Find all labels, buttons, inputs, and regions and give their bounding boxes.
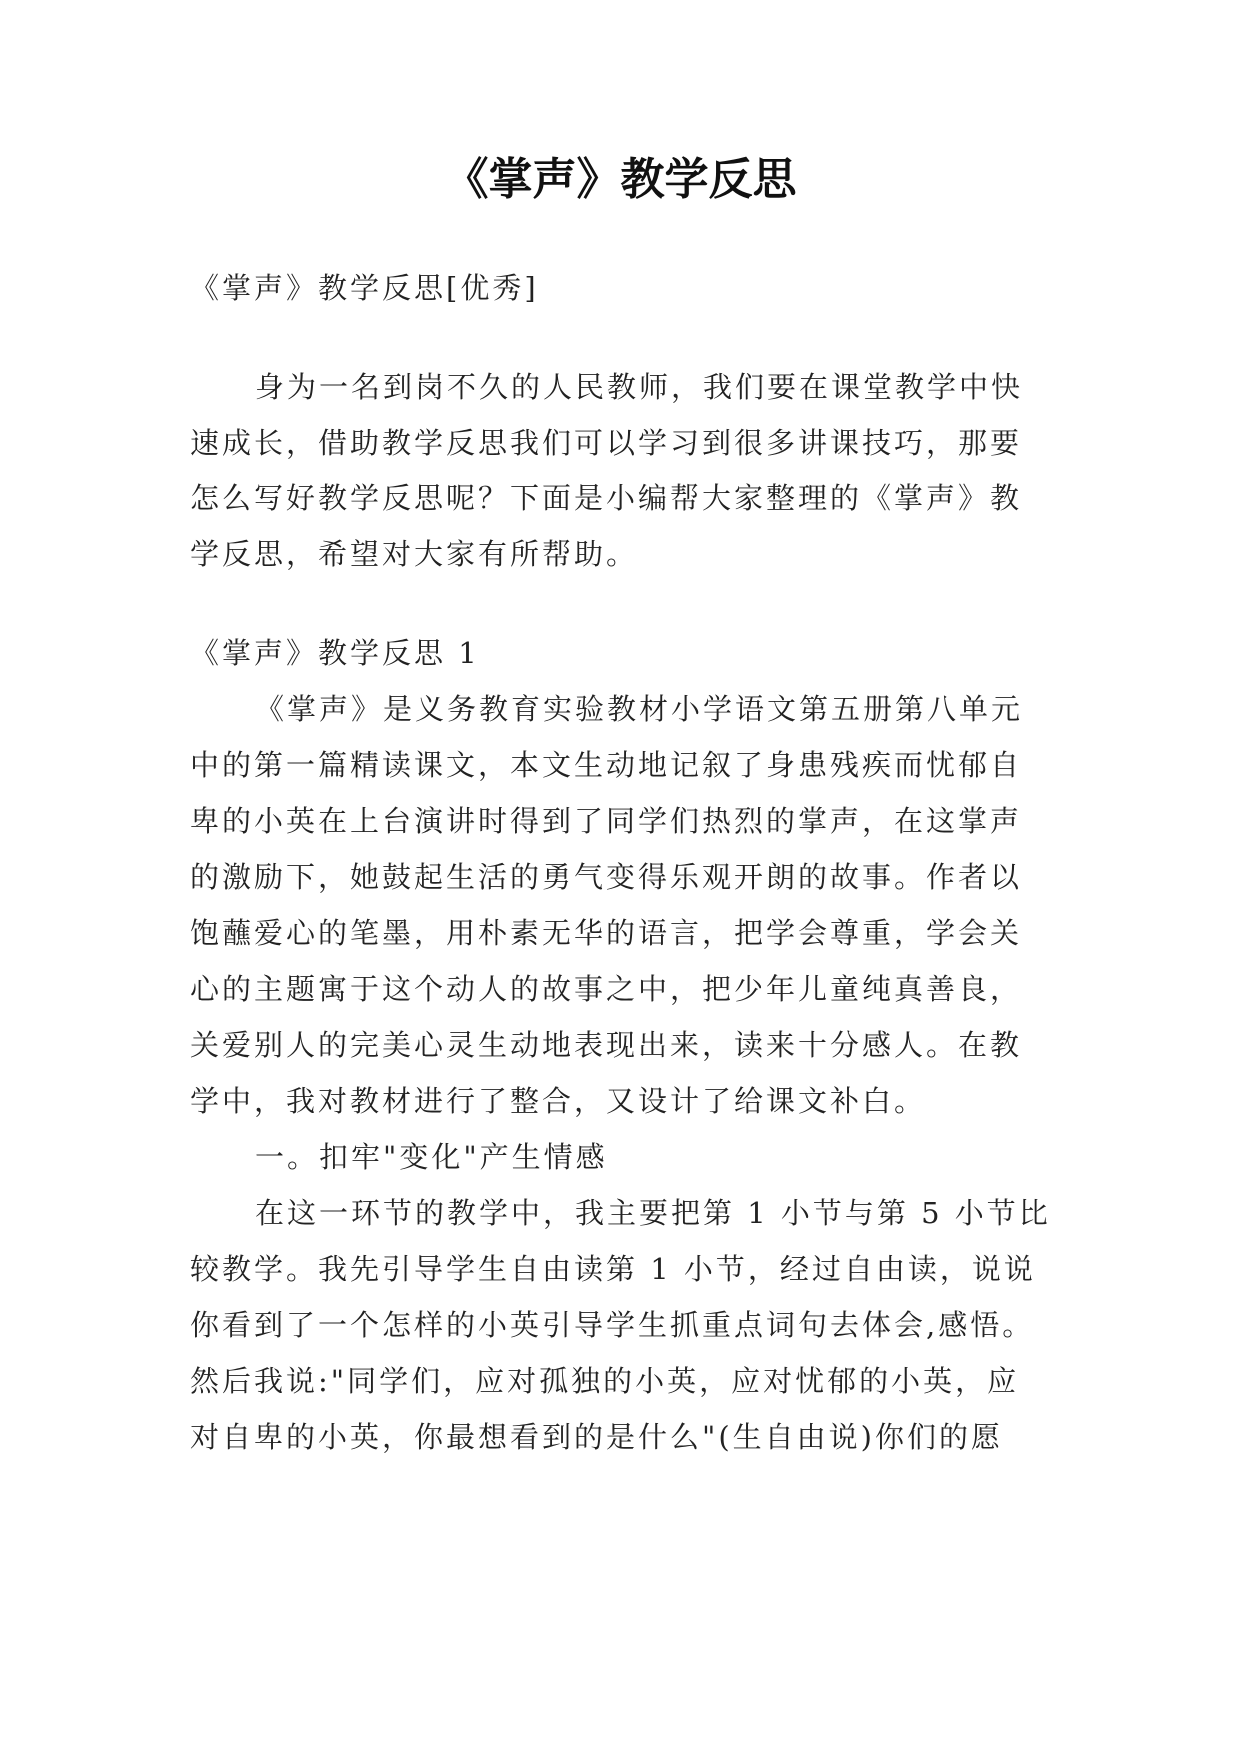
body-line-14: 对自卑的小英，你最想看到的是什么"(生自由说)你们的愿 xyxy=(190,1420,1003,1454)
body-line-3: 卑的小英在上台演讲时得到了同学们热烈的掌声，在这掌声 xyxy=(190,804,1023,838)
body-line-12: 你看到了一个怎样的小英引导学生抓重点词句去体会,感悟。 xyxy=(190,1308,1035,1342)
body-line-8: 学中，我对教材进行了整合，又设计了给课文补白。 xyxy=(190,1084,927,1118)
body-line-1: 《掌声》是义务教育实验教材小学语文第五册第八单元 xyxy=(255,692,1024,726)
subtitle: 《掌声》教学反思[优秀] xyxy=(190,271,539,305)
body-line-6: 心的主题寓于这个动人的故事之中，把少年儿童纯真善良， xyxy=(190,972,1023,1006)
intro-line-3: 怎么写好教学反思呢？下面是小编帮大家整理的《掌声》教 xyxy=(190,481,1023,515)
section-heading: 《掌声》教学反思 1 xyxy=(190,636,480,670)
body-line-10: 在这一环节的教学中，我主要把第 1 小节与第 5 小节比 xyxy=(255,1196,1051,1230)
body-line-11: 较教学。我先引导学生自由读第 1 小节，经过自由读，说说 xyxy=(190,1252,1036,1286)
intro-line-2: 速成长，借助教学反思我们可以学习到很多讲课技巧，那要 xyxy=(190,426,1023,460)
page-title: 《掌声》教学反思 xyxy=(444,154,797,205)
body-line-13: 然后我说:"同学们，应对孤独的小英，应对忧郁的小英，应 xyxy=(190,1364,1020,1398)
intro-line-4: 学反思，希望对大家有所帮助。 xyxy=(190,537,639,571)
body-line-4: 的激励下，她鼓起生活的勇气变得乐观开朗的故事。作者以 xyxy=(190,860,1023,894)
intro-line-1: 身为一名到岗不久的人民教师，我们要在课堂教学中快 xyxy=(255,370,1024,404)
body-line-9: 一。扣牢"变化"产生情感 xyxy=(255,1140,608,1174)
body-line-5: 饱蘸爱心的笔墨，用朴素无华的语言，把学会尊重，学会关 xyxy=(190,916,1023,950)
body-line-2: 中的第一篇精读课文，本文生动地记叙了身患残疾而忧郁自 xyxy=(190,748,1023,782)
body-line-7: 关爱别人的完美心灵生动地表现出来，读来十分感人。在教 xyxy=(190,1028,1023,1062)
